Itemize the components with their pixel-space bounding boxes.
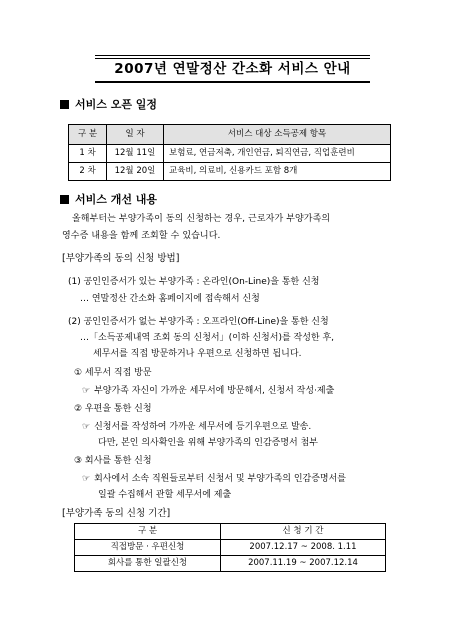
section-improvement-label: 서비스 개선 내용 (75, 193, 158, 206)
method-item-2: (2) 공인인증서가 없는 부양가족 : 오프라인(Off-Line)을 통한 신청 (68, 317, 329, 327)
table-row (69, 163, 391, 181)
table-row (75, 540, 386, 556)
square-bullet-icon (60, 100, 69, 109)
option-1-detail-text: 부양가족 자신이 가까운 세무서에 방문해서, 신청서 작성·제출 (94, 386, 335, 396)
method-label: [부양가족의 동의 신청 방법] (62, 253, 180, 264)
table-row (75, 556, 386, 572)
method-item-2-sub2: 세무서를 직접 방문하거나 우편으로 신청하면 됩니다. (93, 349, 302, 359)
table-cell: 12월 20일 (107, 163, 164, 181)
option-2-detail-2: 다만, 본인 의사확인을 위해 부양가족의 인감증명서 첨부 (98, 438, 318, 448)
pointing-hand-icon: ☞ (82, 474, 91, 484)
table-header-cell: 서비스 대상 소득공제 항목 (164, 125, 391, 145)
option-1-title: ① 세무서 직접 방문 (74, 368, 152, 378)
table-cell: 직접방문 · 우편신청 (75, 540, 221, 556)
pointing-hand-icon: ☞ (82, 386, 91, 396)
option-3-title: ③ 회사를 통한 신청 (74, 456, 152, 466)
section-improvement-heading (60, 193, 157, 206)
period-label: [부양가족 동의 신청 기간] (62, 508, 171, 519)
option-2-detail-text-1: 신청서를 작성하여 가까운 세무서에 등기우편으로 발송. (94, 422, 312, 432)
title-block (95, 55, 370, 83)
section-open-schedule-heading (60, 98, 157, 111)
square-bullet-icon (60, 195, 69, 204)
title-rule-bottom (95, 81, 370, 83)
section-open-schedule-label: 서비스 오픈 일정 (75, 98, 158, 111)
table-cell: 2007.12.17 ~ 2008. 1.11 (221, 540, 386, 556)
option-1-detail (82, 386, 334, 397)
table-header-row (69, 125, 391, 145)
table-header-cell: 신 청 기 간 (221, 524, 386, 540)
table-row (69, 145, 391, 163)
method-item-2-sub1: …「소득공제내역 조회 동의 신청서」(이하 신청서)를 작성한 후, (80, 333, 335, 343)
page-title: 2007년 연말정산 간소화 서비스 안내 (114, 61, 351, 77)
table-header-cell: 일 자 (107, 125, 164, 145)
intro-text-line1: 올해부터는 부양가족이 동의 신청하는 경우, 근로자가 부양가족의 (72, 214, 331, 224)
option-2-detail-1 (82, 422, 311, 433)
pointing-hand-icon: ☞ (82, 422, 91, 432)
open-schedule-table (68, 124, 391, 181)
table-cell: 2007.11.19 ~ 2007.12.14 (221, 556, 386, 572)
application-period-table (74, 523, 386, 572)
table-header-cell: 구 분 (75, 524, 221, 540)
method-item-1-sub: … 연말정산 간소화 홈페이지에 접속해서 신청 (80, 294, 260, 304)
table-cell: 교육비, 의료비, 신용카드 포함 8개 (164, 163, 391, 181)
table-cell: 보험료, 연금저축, 개인연금, 퇴직연금, 직업훈련비 (164, 145, 391, 163)
table-header-row (75, 524, 386, 540)
option-3-detail-text-1: 회사에서 소속 직원들로부터 신청서 및 부양가족의 인감증명서를 (94, 474, 346, 484)
option-2-title: ② 우편을 통한 신청 (74, 404, 152, 414)
table-cell: 12월 11일 (107, 145, 164, 163)
method-item-1: (1) 공인인증서가 있는 부양가족 : 온라인(On-Line)을 통한 신청 (68, 277, 320, 287)
table-cell: 1 차 (69, 145, 107, 163)
option-3-detail-1 (82, 474, 346, 485)
option-3-detail-2: 일괄 수집해서 관할 세무서에 제출 (98, 490, 232, 500)
title-rule-top (95, 55, 370, 56)
intro-text-line2: 영수증 내용을 함께 조회할 수 있습니다. (62, 231, 221, 241)
table-cell: 회사를 통한 일괄신청 (75, 556, 221, 572)
table-header-cell: 구 분 (69, 125, 107, 145)
table-cell: 2 차 (69, 163, 107, 181)
